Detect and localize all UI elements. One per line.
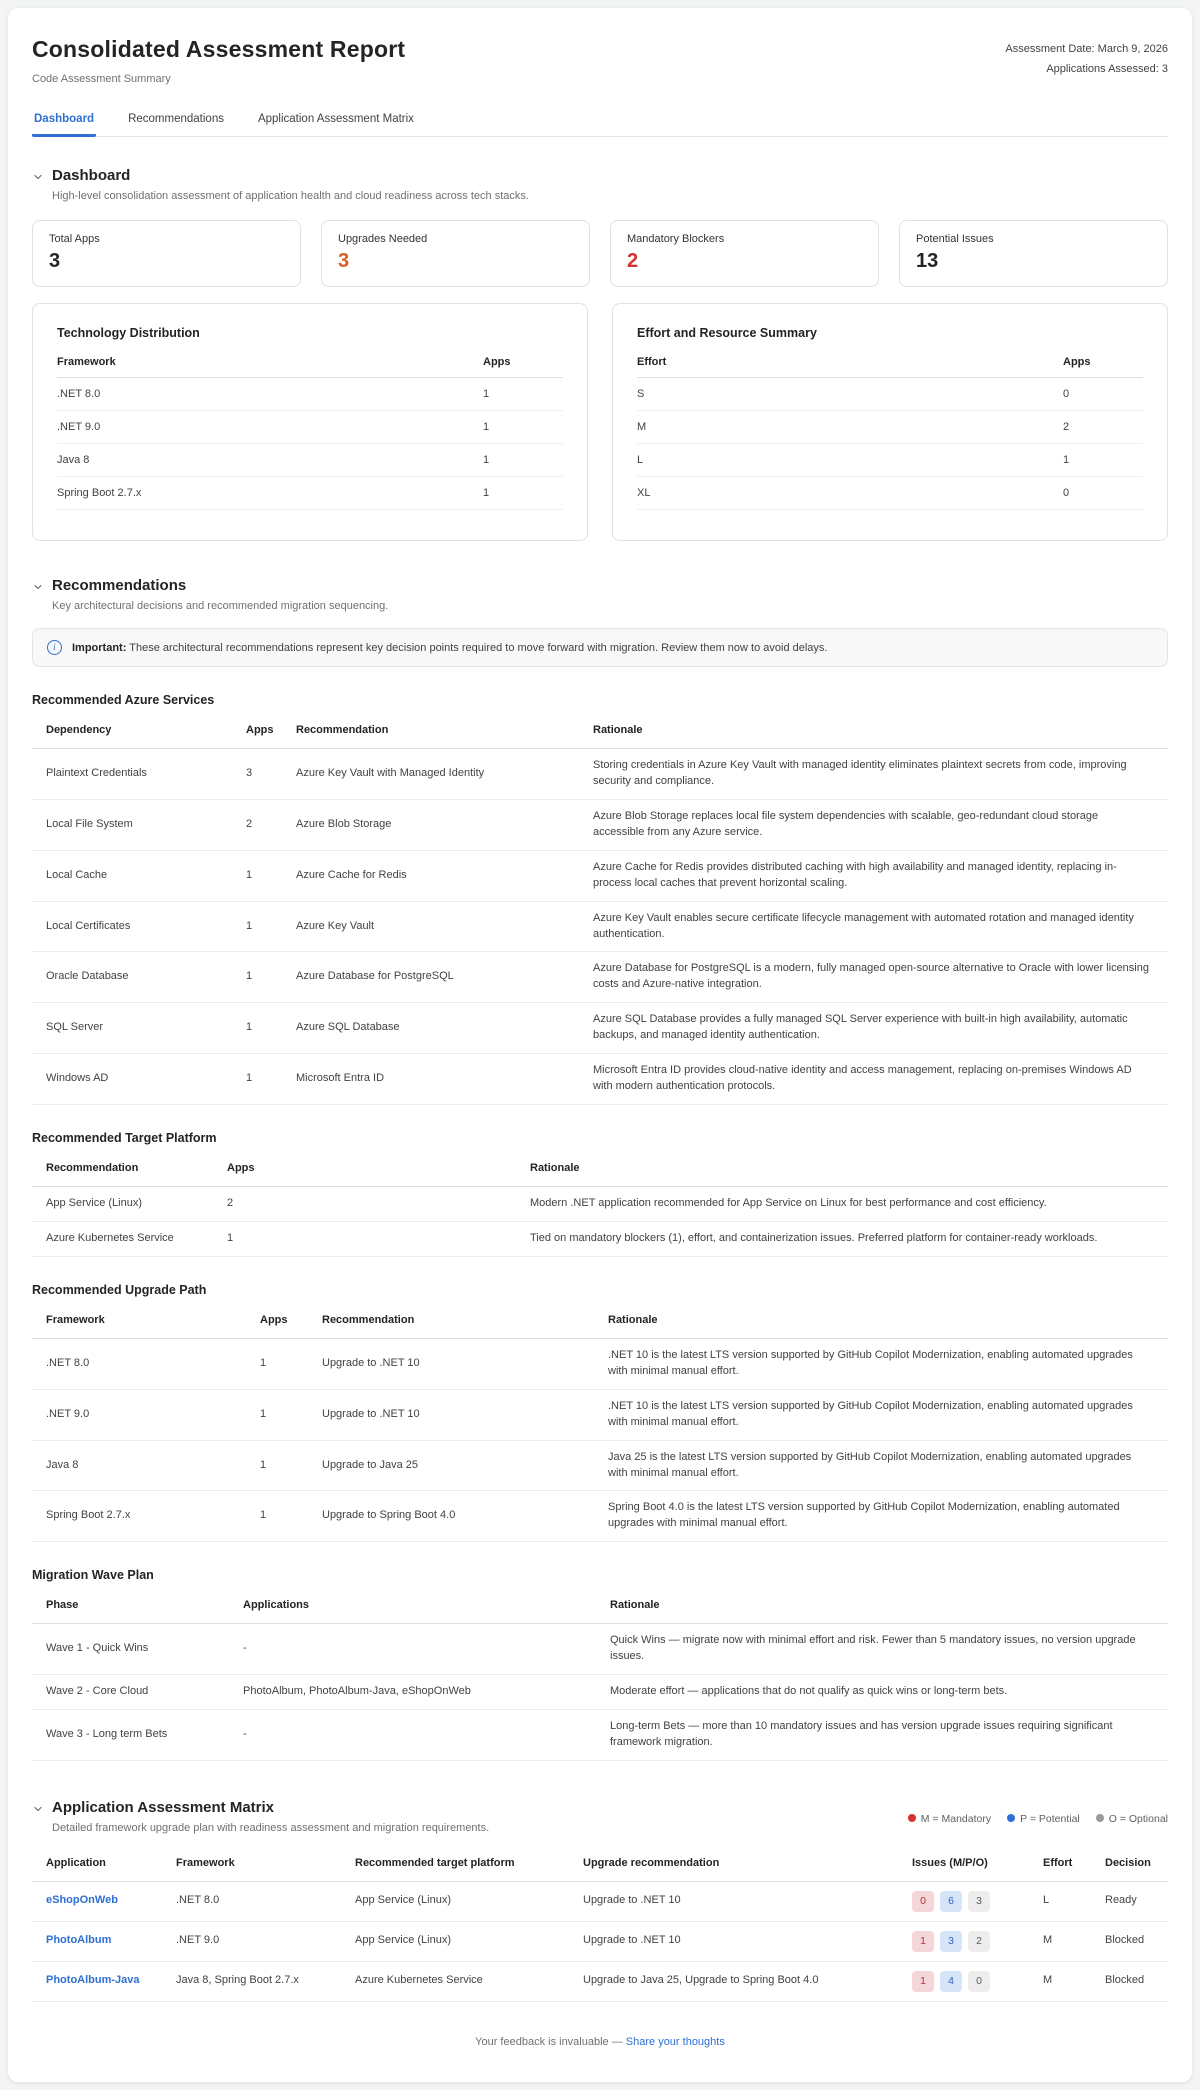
table-header-row bbox=[637, 346, 1143, 378]
assessment-date: Assessment Date: March 9, 2026 bbox=[1005, 43, 1168, 55]
table-row bbox=[637, 411, 1143, 444]
tab-application-assessment-matrix[interactable]: Application Assessment Matrix bbox=[257, 113, 414, 125]
applications-assessed: Applications Assessed: 3 bbox=[1046, 62, 1168, 75]
panel-title: Technology Distribution bbox=[57, 326, 200, 340]
potential-issues-badge: 3 bbox=[940, 1931, 962, 1952]
table-header-row bbox=[32, 1307, 1168, 1339]
app-link-eshoponweb[interactable]: eShopOnWeb bbox=[46, 1894, 118, 1907]
stat-label: Upgrades Needed bbox=[338, 233, 428, 245]
column-header: Rationale bbox=[530, 1162, 580, 1175]
stat-value: 2 bbox=[627, 250, 639, 272]
column-header: Apps bbox=[1063, 356, 1091, 368]
stat-mandatory-blockers bbox=[610, 220, 879, 287]
mandatory-issues-badge: 0 bbox=[912, 1891, 934, 1912]
cell-apps: 1 bbox=[483, 487, 490, 499]
table-row bbox=[57, 477, 563, 510]
mandatory-dot-icon bbox=[908, 1814, 916, 1822]
column-header: Issues (M/P/O) bbox=[912, 1856, 988, 1869]
chevron-down-icon[interactable] bbox=[32, 581, 44, 593]
tab-recommendations[interactable]: Recommendations bbox=[128, 113, 224, 125]
table-row: Local Certificates 1 Azure Key Vault Azure Key Vault enables secure certificate lifecycle management with automated rotation and managed identity authentication. bbox=[32, 902, 1168, 953]
issues-legend bbox=[908, 1799, 1168, 1825]
cell-apps: 1 bbox=[483, 421, 490, 433]
cell-effort: L bbox=[637, 454, 644, 466]
stat-potential-issues bbox=[899, 220, 1168, 287]
upgrade-path-title: Recommended Upgrade Path bbox=[32, 1282, 207, 1297]
optional-issues-badge: 0 bbox=[968, 1971, 990, 1992]
optional-issues-badge: 3 bbox=[968, 1891, 990, 1912]
column-header: Apps bbox=[227, 1162, 255, 1175]
table-row: Azure Kubernetes Service 1 Tied on mandatory blockers (1), effort, and containerization issues. Preferred platform for container-ready workloads. bbox=[32, 1222, 1168, 1257]
matrix-description: Detailed framework upgrade plan with readiness assessment and migration requirements. bbox=[52, 1821, 490, 1834]
chevron-down-icon[interactable] bbox=[32, 171, 44, 183]
cell-apps: 1 bbox=[483, 388, 490, 400]
table-row: Wave 3 - Long term Bets - Long-term Bets — more than 10 mandatory issues and has version upgrade issues requiring significant framework migration. bbox=[32, 1710, 1168, 1761]
mandatory-issues-badge: 1 bbox=[912, 1971, 934, 1992]
table-header-row bbox=[57, 346, 563, 378]
column-header: Framework bbox=[176, 1856, 235, 1869]
stat-upgrades-needed bbox=[321, 220, 590, 287]
column-header: Decision bbox=[1105, 1856, 1151, 1869]
table-row: Oracle Database 1 Azure Database for PostgreSQL Azure Database for PostgreSQL is a modern, fully managed open-source alternative to Oracle with lower licensing costs and Azure-native integration. bbox=[32, 952, 1168, 1003]
report-header bbox=[32, 36, 1168, 85]
cell-effort: S bbox=[637, 388, 645, 400]
stat-label: Mandatory Blockers bbox=[627, 233, 725, 245]
legend-label: P = Potential bbox=[1020, 1812, 1080, 1825]
column-header: Recommendation bbox=[322, 1313, 415, 1326]
chevron-down-icon[interactable] bbox=[32, 1803, 44, 1815]
column-header: Recommendation bbox=[46, 1162, 139, 1175]
table-row bbox=[57, 444, 563, 477]
technology-distribution-panel bbox=[32, 303, 588, 541]
cell-effort: M bbox=[1043, 1974, 1053, 1987]
cell-apps: 0 bbox=[1063, 388, 1070, 400]
target-platform-table bbox=[32, 1155, 1168, 1257]
table-row bbox=[637, 378, 1143, 411]
table-row bbox=[57, 378, 563, 411]
table-header-row bbox=[32, 1850, 1168, 1882]
cell-effort: L bbox=[1043, 1894, 1050, 1907]
stat-value: 13 bbox=[916, 250, 939, 272]
info-icon: i bbox=[47, 640, 62, 655]
share-thoughts-link[interactable]: Share your thoughts bbox=[625, 2035, 725, 2048]
table-row: PhotoAlbum-Java Java 8, Spring Boot 2.7.x Azure Kubernetes Service Upgrade to Java 25, Upgrade to Spring Boot 4.0 1 4 0 M Blocked bbox=[32, 1962, 1168, 2002]
column-header: Apps bbox=[260, 1313, 288, 1326]
cell-effort: M bbox=[637, 421, 647, 433]
important-banner bbox=[32, 628, 1168, 667]
column-header: Phase bbox=[46, 1599, 79, 1612]
stat-value: 3 bbox=[338, 250, 350, 272]
table-header-row bbox=[32, 1592, 1168, 1624]
column-header: Recommended target platform bbox=[355, 1856, 515, 1869]
section-dashboard bbox=[32, 167, 1168, 541]
dashboard-description: High-level consolidation assessment of application health and cloud readiness across tech stacks. bbox=[52, 190, 529, 202]
legend-label: M = Mandatory bbox=[920, 1812, 992, 1825]
legend-label: O = Optional bbox=[1108, 1812, 1168, 1825]
potential-issues-badge: 6 bbox=[940, 1891, 962, 1912]
tab-bar bbox=[32, 107, 1168, 137]
column-header: Recommendation bbox=[296, 724, 389, 736]
table-row: .NET 8.0 1 Upgrade to .NET 10 .NET 10 is the latest LTS version supported by GitHub Copilot Modernization, enabling automated upgrades with minimal manual effort. bbox=[32, 1339, 1168, 1390]
optional-dot-icon bbox=[1096, 1814, 1104, 1822]
table-row: eShopOnWeb .NET 8.0 App Service (Linux) Upgrade to .NET 10 0 6 3 L Ready bbox=[32, 1882, 1168, 1922]
cell-decision: Ready bbox=[1105, 1894, 1137, 1907]
cell-framework: Spring Boot 2.7.x bbox=[57, 487, 142, 499]
cell-framework: .NET 8.0 bbox=[57, 388, 101, 400]
column-header: Upgrade recommendation bbox=[583, 1856, 720, 1869]
cell-decision: Blocked bbox=[1105, 1974, 1145, 1987]
effort-summary-panel bbox=[612, 303, 1168, 541]
column-header: Rationale bbox=[593, 724, 643, 736]
page-subtitle: Code Assessment Summary bbox=[32, 73, 171, 85]
table-row: App Service (Linux) 2 Modern .NET application recommended for App Service on Linux for best performance and cost efficiency. bbox=[32, 1187, 1168, 1222]
column-header: Framework bbox=[57, 356, 116, 368]
banner-text: These architectural recommendations represent key decision points required to move forward with migration. Review them now to avoid delays. bbox=[129, 641, 828, 654]
matrix-table bbox=[32, 1850, 1168, 2002]
table-header-row bbox=[32, 1155, 1168, 1187]
recommendations-description: Key architectural decisions and recommended migration sequencing. bbox=[52, 600, 389, 612]
mandatory-issues-badge: 1 bbox=[912, 1931, 934, 1952]
table-row: Plaintext Credentials 3 Azure Key Vault with Managed Identity Storing credentials in Azure Key Vault with managed identity eliminates plaintext secrets from code, improving security and compliance. bbox=[32, 749, 1168, 800]
feedback-text: Your feedback is invaluable — bbox=[475, 2035, 623, 2048]
table-row: Local File System 2 Azure Blob Storage Azure Blob Storage replaces local file system dependencies with scalable, geo-redundant cloud storage accessible from any Azure service. bbox=[32, 800, 1168, 851]
cell-apps: 0 bbox=[1063, 487, 1070, 499]
table-row: .NET 9.0 1 Upgrade to .NET 10 .NET 10 is the latest LTS version supported by GitHub Copilot Modernization, enabling automated upgrades with minimal manual effort. bbox=[32, 1390, 1168, 1441]
table-row: Wave 2 - Core Cloud PhotoAlbum, PhotoAlbum-Java, eShopOnWeb Moderate effort — applications that do not qualify as quick wins or long-term bets. bbox=[32, 1675, 1168, 1710]
cell-apps: 1 bbox=[1063, 454, 1070, 466]
upgrade-path-table bbox=[32, 1307, 1168, 1542]
table-row: Windows AD 1 Microsoft Entra ID Microsoft Entra ID provides cloud-native identity and access management, replacing on-premises Windows AD with modern authentication protocols. bbox=[32, 1054, 1168, 1105]
azure-services-title: Recommended Azure Services bbox=[32, 693, 215, 707]
table-row bbox=[57, 411, 563, 444]
table-header-row bbox=[32, 717, 1168, 749]
stat-label: Potential Issues bbox=[916, 233, 994, 245]
dashboard-heading: Dashboard bbox=[52, 167, 131, 184]
column-header: Application bbox=[46, 1856, 106, 1869]
azure-services-table bbox=[32, 717, 1168, 1105]
feedback-footer bbox=[32, 2036, 1168, 2048]
table-row: Java 8 1 Upgrade to Java 25 Java 25 is the latest LTS version supported by GitHub Copilot Modernization, enabling automated upgrades with minimal manual effort. bbox=[32, 1441, 1168, 1492]
column-header: Applications bbox=[243, 1599, 310, 1612]
table-row bbox=[637, 444, 1143, 477]
column-header: Apps bbox=[483, 356, 511, 368]
column-header: Rationale bbox=[608, 1313, 658, 1326]
column-header: Framework bbox=[46, 1313, 105, 1326]
cell-framework: Java 8 bbox=[57, 454, 90, 466]
stat-label: Total Apps bbox=[49, 233, 100, 245]
potential-dot-icon bbox=[1007, 1814, 1015, 1822]
table-row: Spring Boot 2.7.x 1 Upgrade to Spring Boot 4.0 Spring Boot 4.0 is the latest LTS version supported by GitHub Copilot Modernization, enabling automated upgrades with minimal manual effort. bbox=[32, 1491, 1168, 1542]
column-header: Effort bbox=[637, 356, 667, 368]
wave-plan-table bbox=[32, 1592, 1168, 1761]
wave-plan-title: Migration Wave Plan bbox=[32, 1568, 154, 1583]
cell-effort: M bbox=[1043, 1934, 1053, 1947]
table-row: Wave 1 - Quick Wins - Quick Wins — migrate now with minimal effort and risk. Fewer than 5 mandatory issues, no version upgrade issues. bbox=[32, 1624, 1168, 1675]
cell-effort: XL bbox=[637, 487, 651, 499]
tab-dashboard[interactable]: Dashboard bbox=[32, 107, 96, 137]
stat-total-apps bbox=[32, 220, 301, 287]
cell-framework: .NET 9.0 bbox=[57, 421, 101, 433]
app-link-photoalbum-java[interactable]: PhotoAlbum-Java bbox=[46, 1974, 140, 1987]
column-header: Apps bbox=[246, 724, 274, 736]
cell-decision: Blocked bbox=[1105, 1934, 1145, 1947]
stat-cards bbox=[32, 220, 1168, 287]
stat-value: 3 bbox=[49, 250, 61, 272]
section-matrix bbox=[32, 1799, 1168, 2002]
section-recommendations bbox=[32, 577, 1168, 1761]
cell-apps: 2 bbox=[1063, 421, 1070, 433]
page-title: Consolidated Assessment Report bbox=[32, 36, 406, 62]
optional-issues-badge: 2 bbox=[968, 1931, 990, 1952]
table-row: SQL Server 1 Azure SQL Database Azure SQL Database provides a fully managed SQL Server experience with built-in high availability, automatic backups, and managed identity authentication. bbox=[32, 1003, 1168, 1054]
recommendations-heading: Recommendations bbox=[52, 577, 187, 594]
report-card bbox=[8, 8, 1192, 2082]
banner-label: Important: bbox=[72, 641, 127, 654]
matrix-heading: Application Assessment Matrix bbox=[52, 1798, 275, 1816]
cell-apps: 1 bbox=[483, 454, 490, 466]
panel-title: Effort and Resource Summary bbox=[637, 326, 817, 340]
column-header: Effort bbox=[1043, 1856, 1073, 1869]
target-platform-title: Recommended Target Platform bbox=[32, 1131, 217, 1146]
column-header: Dependency bbox=[46, 724, 112, 736]
table-row bbox=[637, 477, 1143, 510]
app-link-photoalbum[interactable]: PhotoAlbum bbox=[46, 1934, 112, 1947]
table-row: Local Cache 1 Azure Cache for Redis Azure Cache for Redis provides distributed caching with high availability and managed identity, replacing in-process local caches that prevent horizontal scaling. bbox=[32, 851, 1168, 902]
table-row: PhotoAlbum .NET 9.0 App Service (Linux) Upgrade to .NET 10 1 3 2 M Blocked bbox=[32, 1922, 1168, 1962]
potential-issues-badge: 4 bbox=[940, 1971, 962, 1992]
column-header: Rationale bbox=[610, 1599, 660, 1612]
